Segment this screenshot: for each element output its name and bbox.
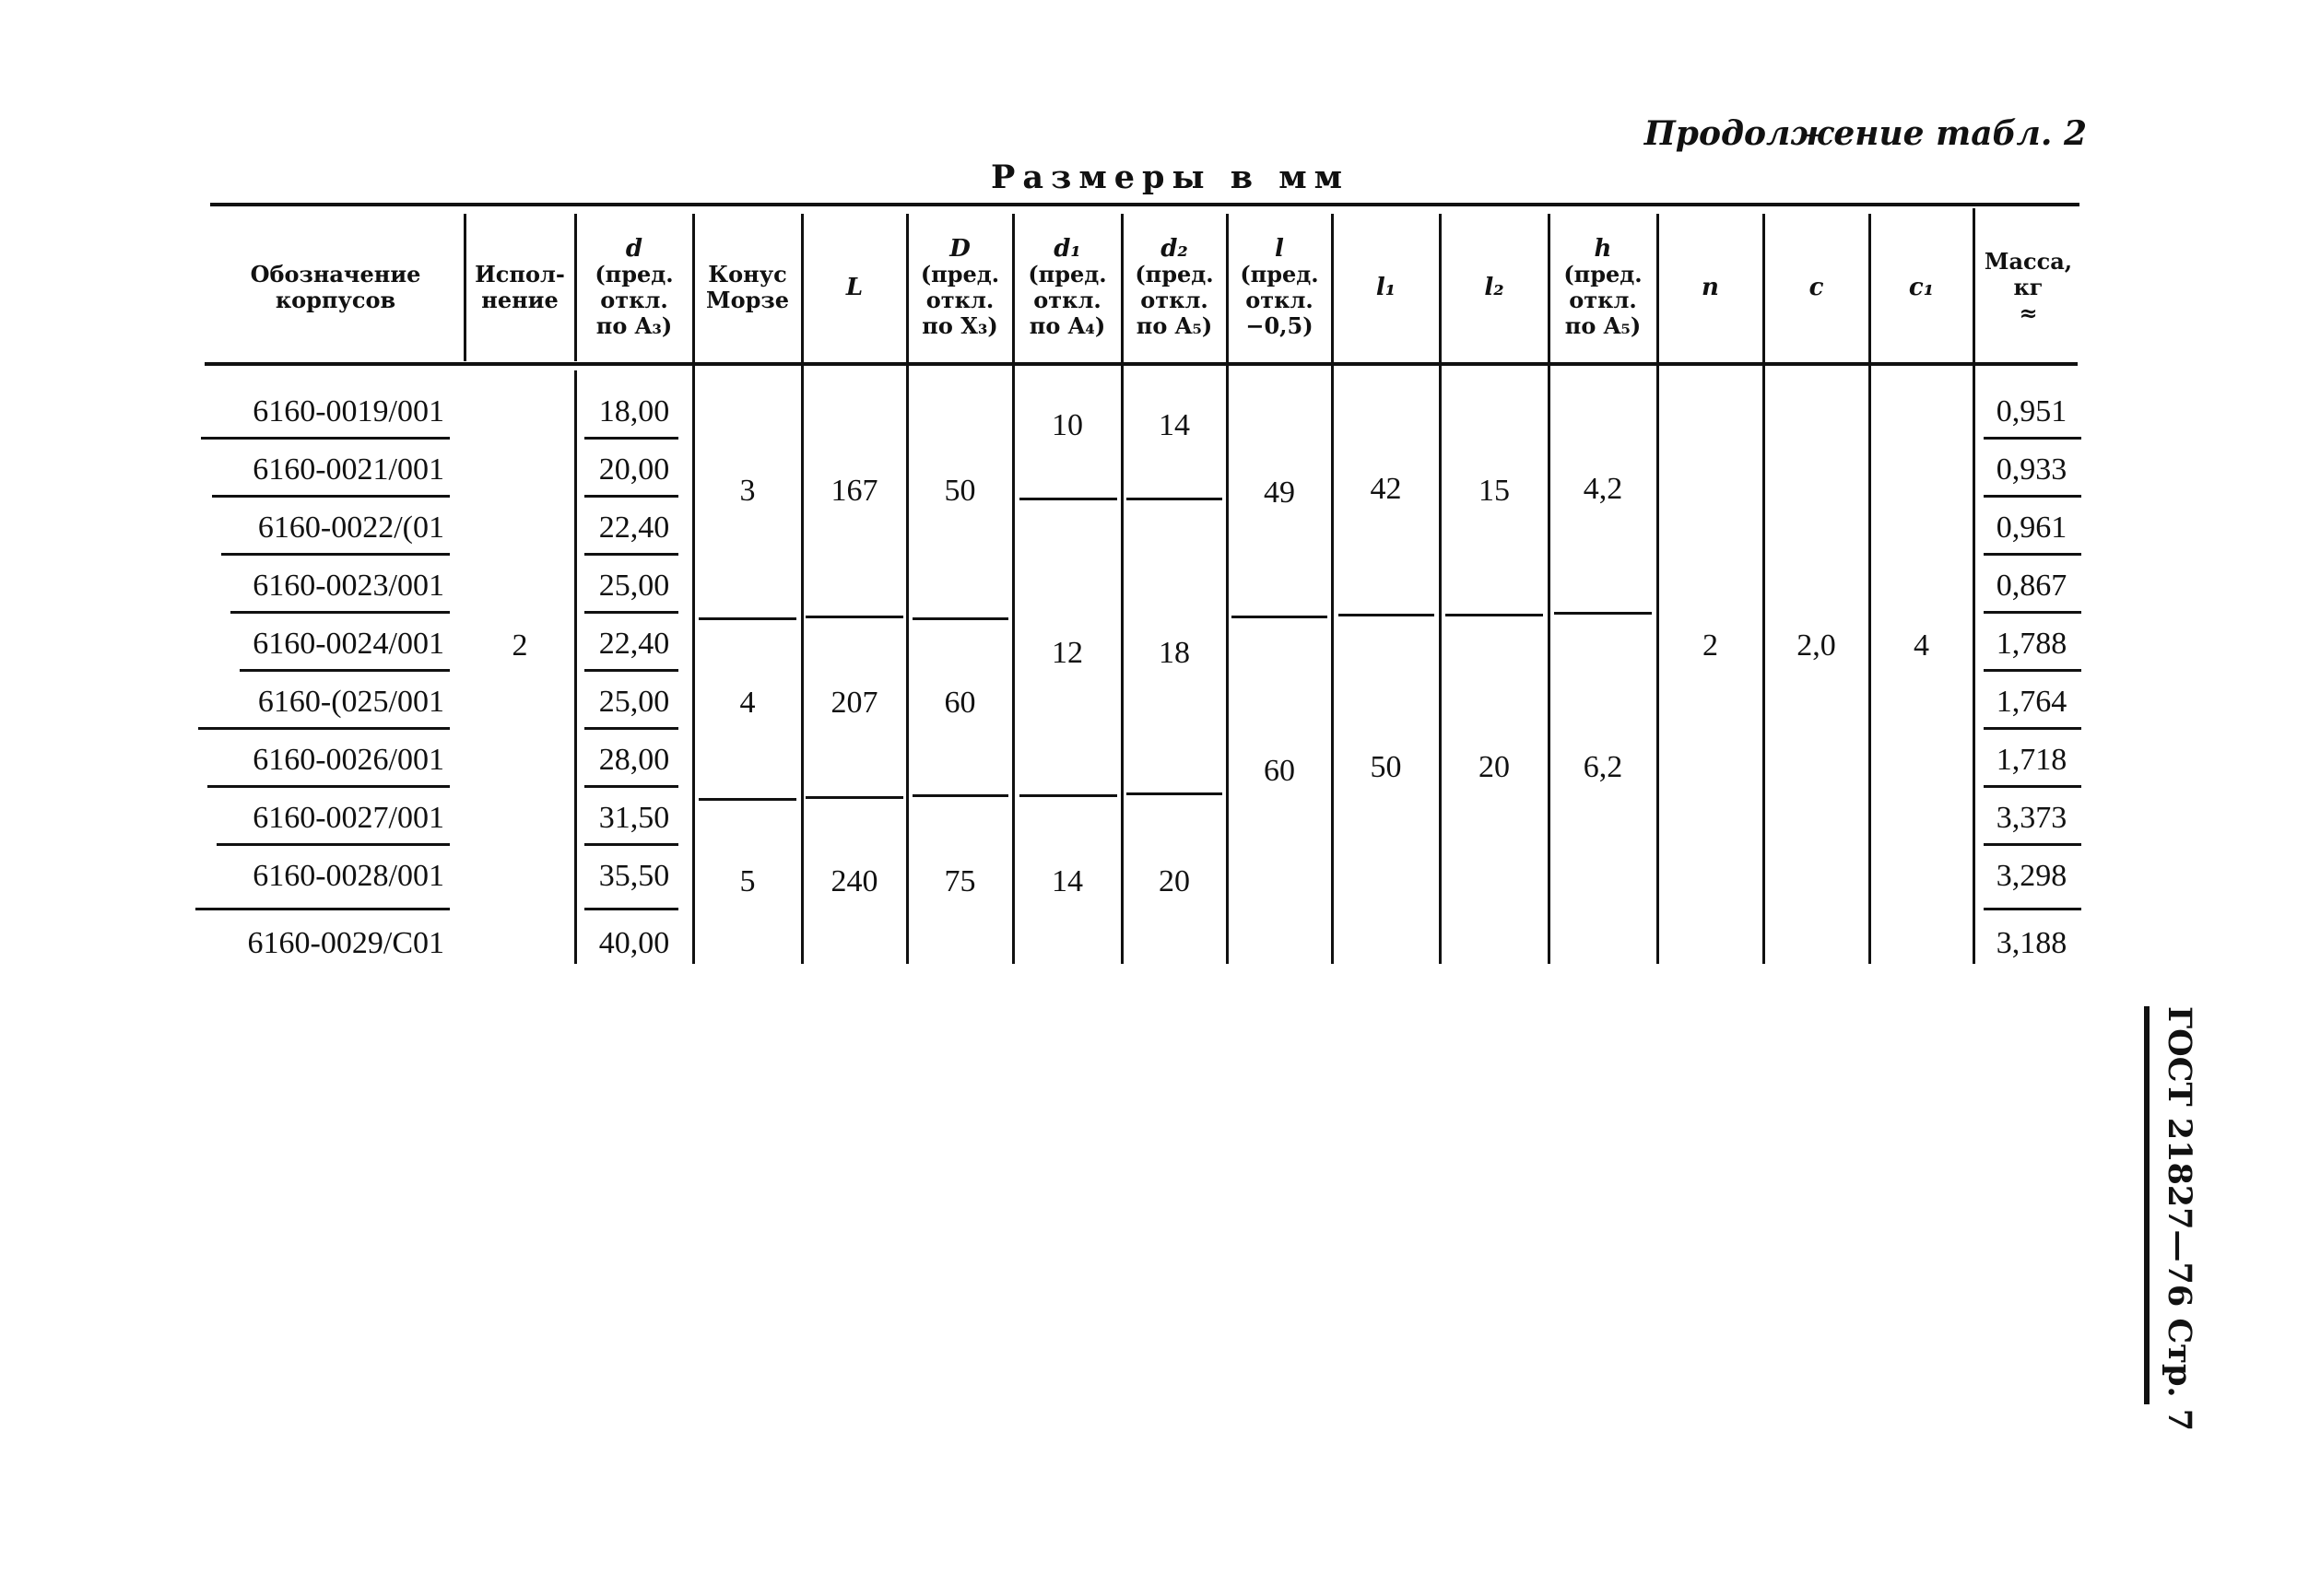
cell-mass: 3,188: [1996, 926, 2067, 960]
cell-d: 25,00: [598, 569, 670, 603]
cell-L: 207: [830, 686, 878, 720]
row-rule: [240, 669, 450, 672]
cell-d: 22,40: [598, 627, 670, 661]
side-label: ГОСТ 21827—76 Стр. 7: [2161, 1006, 2198, 1432]
cell-d2: 14: [1159, 408, 1190, 442]
table-top-rule: [210, 203, 2079, 206]
cell-execution: 2: [512, 628, 528, 663]
row-rule: [198, 727, 450, 730]
cell-c1: 4: [1914, 628, 1929, 663]
group-rule: [1338, 614, 1434, 616]
row-designation: 6160-0022/(01: [257, 510, 444, 545]
header-cone: Конус Морзе: [706, 261, 789, 313]
cell-mass: 0,961: [1996, 510, 2067, 545]
header-D: D (пред. откл. по X₃): [920, 235, 1000, 339]
group-rule: [699, 617, 796, 620]
row-designation: 6160-0024/001: [253, 627, 444, 661]
units-caption: Размеры в мм: [991, 158, 1350, 196]
group-rule: [806, 616, 903, 618]
cell-l2: 20: [1478, 750, 1510, 784]
group-rule: [1126, 498, 1222, 500]
row-rule: [584, 843, 678, 846]
header-l1: l₁: [1375, 274, 1396, 301]
cell-cone: 3: [739, 474, 756, 508]
row-designation: 6160-(025/001: [257, 685, 444, 719]
row-rule: [230, 611, 450, 614]
row-rule: [212, 495, 450, 498]
row-rule: [1984, 843, 2081, 846]
cell-mass: 1,764: [1996, 685, 2067, 719]
cell-d: 20,00: [598, 452, 670, 487]
cell-l1: 50: [1370, 750, 1402, 784]
group-rule: [913, 794, 1008, 797]
cell-D: 50: [944, 474, 976, 508]
cell-mass: 0,933: [1996, 452, 2067, 487]
row-rule: [1984, 669, 2081, 672]
cell-mass: 0,951: [1996, 394, 2067, 428]
header-c1: c₁: [1908, 274, 1935, 301]
header-d2: d₂ (пред. откл. по A₅): [1135, 235, 1214, 339]
group-rule: [806, 796, 903, 799]
cell-L: 167: [830, 474, 878, 508]
cell-d: 22,40: [598, 510, 670, 545]
cell-d: 18,00: [598, 394, 670, 428]
header-h: h (пред. откл. по A₅): [1563, 235, 1643, 339]
cell-c: 2,0: [1796, 628, 1836, 663]
header-mass: Масса, кг ≈: [1984, 248, 2073, 326]
row-rule: [201, 437, 450, 440]
cell-d2: 18: [1159, 636, 1190, 670]
cell-l1: 42: [1370, 472, 1402, 506]
row-rule: [584, 495, 678, 498]
row-rule: [1984, 437, 2081, 440]
group-rule: [1126, 792, 1222, 795]
row-rule: [584, 669, 678, 672]
row-rule: [584, 553, 678, 556]
row-rule: [584, 908, 678, 910]
row-rule: [584, 437, 678, 440]
cell-h: 6,2: [1583, 750, 1623, 784]
header-l2: l₂: [1484, 274, 1504, 301]
row-designation: 6160-0023/001: [253, 569, 444, 603]
row-rule: [584, 785, 678, 788]
cell-h: 4,2: [1583, 472, 1623, 506]
row-designation: 6160-0028/001: [253, 859, 444, 893]
cell-d: 40,00: [598, 926, 670, 960]
cell-mass: 1,718: [1996, 743, 2067, 777]
row-designation: 6160-0021/001: [253, 452, 444, 487]
group-rule: [913, 617, 1008, 620]
row-rule: [584, 727, 678, 730]
cell-d2: 20: [1159, 864, 1190, 898]
cell-D: 60: [944, 686, 976, 720]
cell-mass: 3,373: [1996, 801, 2067, 835]
row-rule: [221, 553, 450, 556]
cell-d1: 12: [1052, 636, 1083, 670]
cell-l: 60: [1264, 754, 1295, 788]
row-rule: [1984, 727, 2081, 730]
header-bottom-rule: [205, 362, 2078, 366]
header-execution: Испол- нение: [475, 261, 565, 313]
cell-d1: 10: [1052, 408, 1083, 442]
header-d1: d₁ (пред. откл. по A₄): [1028, 235, 1107, 339]
row-designation: 6160-0026/001: [253, 743, 444, 777]
header-designation: Обозначение корпусов: [250, 261, 421, 313]
group-rule: [1231, 616, 1327, 618]
row-designation: 6160-0019/001: [253, 394, 444, 428]
group-rule: [1019, 498, 1117, 500]
header-L: L: [845, 274, 864, 301]
cell-D: 75: [944, 864, 976, 898]
group-rule: [699, 798, 796, 801]
row-rule: [1984, 495, 2081, 498]
row-designation: 6160-0029/C01: [247, 926, 444, 960]
cell-mass: 0,867: [1996, 569, 2067, 603]
row-rule: [584, 611, 678, 614]
row-designation: 6160-0027/001: [253, 801, 444, 835]
cell-mass: 3,298: [1996, 859, 2067, 893]
continuation-title: Продолжение табл. 2: [1643, 114, 2087, 153]
cell-l2: 15: [1478, 474, 1510, 508]
row-rule: [1984, 908, 2081, 910]
group-rule: [1554, 612, 1652, 615]
header-c: c: [1808, 274, 1824, 301]
group-rule: [1445, 614, 1543, 616]
cell-n: 2: [1702, 628, 1718, 663]
cell-d1: 14: [1052, 864, 1083, 898]
row-rule: [1984, 611, 2081, 614]
cell-cone: 5: [739, 864, 756, 898]
row-rule: [1984, 553, 2081, 556]
header-n: n: [1702, 274, 1719, 301]
row-rule: [207, 785, 450, 788]
group-rule: [1019, 794, 1117, 797]
row-rule: [217, 843, 450, 846]
row-rule: [1984, 785, 2081, 788]
header-d: d (пред. откл. по A₃): [595, 235, 674, 339]
cell-L: 240: [830, 864, 878, 898]
cell-mass: 1,788: [1996, 627, 2067, 661]
cell-d: 31,50: [598, 801, 670, 835]
cell-cone: 4: [739, 686, 756, 720]
cell-d: 25,00: [598, 685, 670, 719]
cell-d: 35,50: [598, 859, 670, 893]
header-l: l (пред. откл. −0,5): [1240, 235, 1319, 339]
cell-l: 49: [1264, 475, 1295, 510]
cell-d: 28,00: [598, 743, 670, 777]
row-rule: [195, 908, 450, 910]
